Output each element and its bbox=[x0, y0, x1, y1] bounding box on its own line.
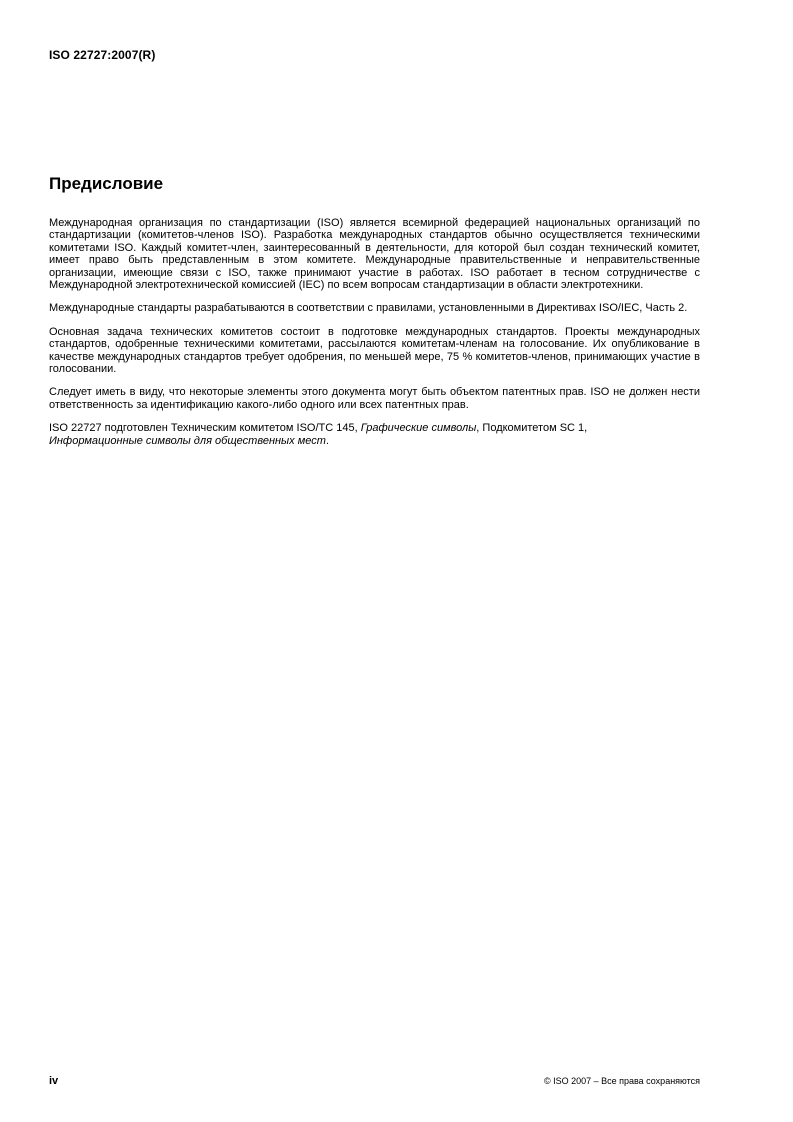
copyright-notice: © ISO 2007 – Все права сохраняются bbox=[543, 1076, 700, 1086]
committee-title: Графические символы bbox=[360, 422, 477, 435]
paragraph-patent-rights: Следует иметь в виду, что некоторые элементы этого документа могут быть объектом патентных прав. ISO не должен нести ответственность за идентификацию какого-либо одного или всех патентных прав. bbox=[49, 386, 700, 411]
prepared-by-text: ISO 22727 подготовлен Техническим комитетом ISO/TC 145, bbox=[49, 422, 361, 435]
paragraph-technical-committees: Основная задача технических комитетов состоит в подготовке международных стандартов. Проекты международных стандартов, одобренные техническими комитетами, рассылаются комитетам-членам на голосование. Их опубликование в качестве международных стандартов требует одобрения, по меньшей мере, 75 % комитетов-членов, принимающих участие в голосовании. bbox=[49, 325, 700, 376]
foreword-body bbox=[49, 217, 700, 458]
page-number: iv bbox=[49, 1075, 59, 1087]
section-title: Предисловие bbox=[49, 174, 164, 193]
paragraph-prepared-by bbox=[49, 422, 700, 447]
subcommittee-title: Информационные символы для общественных мест bbox=[49, 434, 326, 447]
subcommittee-text: , Подкомитетом SC 1, bbox=[476, 422, 588, 435]
paragraph-iso-organization: Международная организация по стандартизации (ISO) является всемирной федерацией национальных организаций по стандартизации (комитетов-членов ISO). Разработка международных стандартов обычно осуществляется техническими комитетами ISO. Каждый комитет-член, заинтересованный в деятельности, для которой был создан технический комитет, имеет право быть представленным в этом комитете. Международные правительственные и неправительственные организации, имеющие связи с ISO, также принимают участие в работах. ISO работает в тесном сотрудничестве с Международной электротехнической комиссией (IEC) по всем вопросам стандартизации в области электротехники. bbox=[49, 217, 700, 292]
paragraph-directives: Международные стандарты разрабатываются в соответствии с правилами, установленными в Директивах ISO/IEC, Часть 2. bbox=[49, 302, 688, 315]
sentence-end: . bbox=[325, 434, 329, 447]
document-id: ISO 22727:2007(R) bbox=[49, 48, 156, 62]
